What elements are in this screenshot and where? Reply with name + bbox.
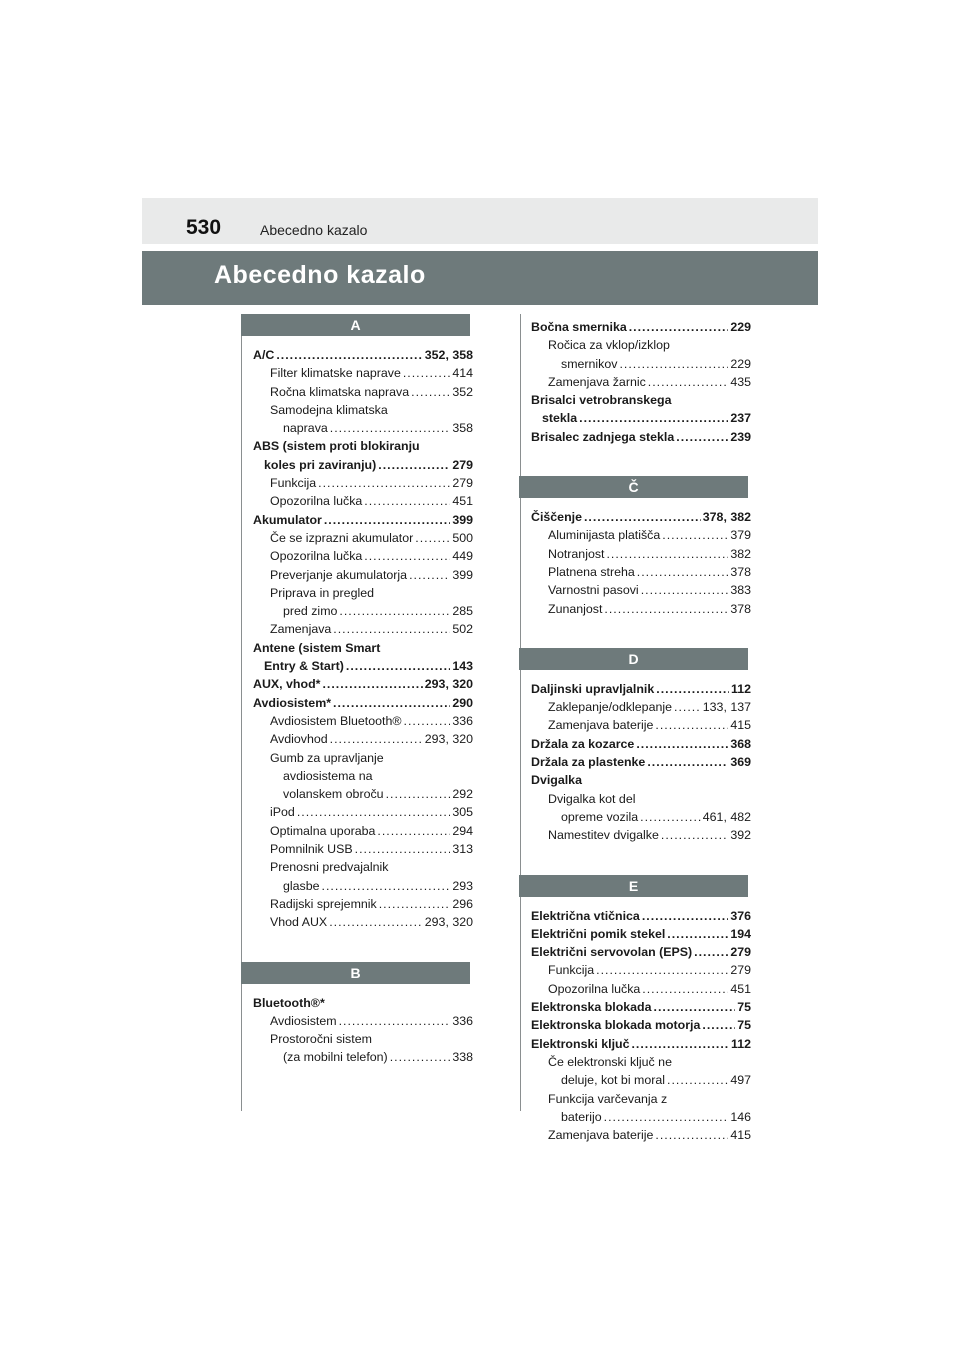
entry-page-ref: 112 bbox=[731, 1036, 751, 1051]
entry-label: Optimalna uporaba bbox=[270, 823, 376, 838]
entry-label: Če se izprazni akumulator bbox=[270, 530, 414, 545]
dot-leader bbox=[655, 1126, 728, 1144]
index-heading-line: Antene (sistem Smart bbox=[253, 640, 381, 655]
entry-page-ref: 313 bbox=[452, 842, 473, 857]
entry-label: Avdiovhod bbox=[270, 732, 328, 747]
index-entry bbox=[531, 998, 751, 1016]
section-letter-heading: Č bbox=[519, 476, 748, 498]
index-subentry bbox=[531, 826, 751, 844]
entry-page-ref: 399 bbox=[452, 512, 473, 527]
entry-page-ref: 378 bbox=[730, 601, 751, 616]
entry-page-ref: 500 bbox=[452, 530, 473, 545]
dot-leader bbox=[642, 980, 728, 998]
dot-leader bbox=[631, 1035, 729, 1053]
section-letter-heading: A bbox=[241, 314, 470, 336]
index-subentry bbox=[531, 581, 751, 599]
entry-page-ref: 229 bbox=[730, 356, 751, 371]
entry-page-ref: 336 bbox=[452, 1013, 473, 1028]
index-subheading-line: avdiosistema na bbox=[283, 768, 373, 783]
index-subheading-line: Samodejna klimatska bbox=[270, 402, 388, 417]
entry-label: glasbe bbox=[283, 878, 320, 893]
index-section-d bbox=[531, 648, 751, 845]
dot-leader bbox=[378, 456, 450, 474]
entry-page-ref: 290 bbox=[452, 695, 473, 710]
index-section-b bbox=[253, 962, 473, 1067]
section-letter-heading: B bbox=[241, 962, 470, 984]
entry-page-ref: 239 bbox=[730, 429, 751, 444]
entry-page-ref: 497 bbox=[730, 1073, 751, 1088]
index-subheading-line: Funkcija varčevanja z bbox=[548, 1091, 668, 1106]
dot-leader bbox=[297, 803, 451, 821]
entry-page-ref: 415 bbox=[730, 1128, 751, 1143]
dot-leader bbox=[322, 877, 451, 895]
dot-leader bbox=[411, 383, 450, 401]
dot-leader bbox=[662, 526, 728, 544]
index-section-continued bbox=[531, 318, 751, 446]
entry-label: koles pri zaviranju) bbox=[264, 457, 377, 472]
dot-leader bbox=[636, 735, 728, 753]
entry-label: Avdiosistem* bbox=[253, 695, 332, 710]
entry-label: Funkcija bbox=[270, 476, 317, 491]
entry-page-ref: 294 bbox=[452, 823, 473, 838]
entry-label: Držala za plastenke bbox=[531, 755, 646, 770]
index-section-c bbox=[531, 476, 751, 618]
dot-leader bbox=[322, 675, 422, 693]
dot-leader bbox=[330, 419, 451, 437]
index-entry bbox=[253, 694, 473, 712]
entry-page-ref: 293, 320 bbox=[424, 732, 473, 747]
index-subentry bbox=[531, 355, 751, 373]
index-subentry bbox=[253, 547, 473, 565]
dot-leader bbox=[415, 529, 450, 547]
dot-leader bbox=[379, 895, 451, 913]
entry-page-ref: 293, 320 bbox=[424, 677, 473, 692]
dot-leader bbox=[604, 600, 728, 618]
dot-leader bbox=[640, 808, 701, 826]
entry-label: Platnena streha bbox=[548, 564, 635, 579]
entry-page-ref: 237 bbox=[730, 411, 751, 426]
entry-label: Zamenjava žarnic bbox=[548, 374, 646, 389]
entry-page-ref: 502 bbox=[452, 622, 473, 637]
dot-leader bbox=[629, 318, 729, 336]
entry-label: deluje, kot bi moral bbox=[561, 1073, 665, 1088]
dot-leader bbox=[642, 907, 728, 925]
entry-label: Zamenjava baterije bbox=[548, 1128, 654, 1143]
entry-page-ref: 378 bbox=[730, 564, 751, 579]
dot-leader bbox=[648, 373, 729, 391]
entry-page-ref: 292 bbox=[452, 787, 473, 802]
index-entry bbox=[253, 456, 473, 474]
page-header bbox=[142, 198, 818, 244]
entry-label: naprava bbox=[283, 421, 328, 436]
dot-leader bbox=[386, 785, 451, 803]
index-subentry bbox=[253, 1048, 473, 1066]
index-subentry bbox=[531, 545, 751, 563]
dot-leader bbox=[403, 364, 450, 382]
entry-page-ref: 352, 358 bbox=[424, 348, 473, 362]
entry-page-ref: 305 bbox=[452, 805, 473, 820]
entry-label: Entry & Start) bbox=[264, 659, 344, 674]
index-subentry bbox=[253, 566, 473, 584]
dot-leader bbox=[318, 474, 450, 492]
index-subentry bbox=[253, 492, 473, 510]
index-subentry bbox=[253, 529, 473, 547]
index-subentry bbox=[253, 913, 473, 931]
dot-leader bbox=[656, 680, 729, 698]
entry-page-ref: 461, 482 bbox=[702, 809, 751, 824]
index-heading-line: Dvigalka bbox=[531, 773, 582, 788]
entry-page-ref: 279 bbox=[452, 476, 473, 491]
dot-leader bbox=[324, 511, 450, 529]
entry-label: Preverjanje akumulatorja bbox=[270, 567, 408, 582]
dot-leader bbox=[339, 602, 450, 620]
index-entry bbox=[253, 657, 473, 675]
index-subentry bbox=[253, 730, 473, 748]
index-subentry bbox=[531, 600, 751, 618]
dot-leader bbox=[276, 346, 422, 364]
entry-label: Elektronska blokada motorja bbox=[531, 1018, 701, 1033]
dot-leader bbox=[409, 566, 450, 584]
page-title: Abecedno kazalo bbox=[214, 261, 426, 289]
entry-page-ref: 143 bbox=[452, 659, 473, 674]
index-subheading-line: Dvigalka kot del bbox=[548, 791, 636, 806]
dot-leader bbox=[355, 840, 451, 858]
index-subentry bbox=[253, 474, 473, 492]
index-heading-line: Bluetooth®* bbox=[253, 995, 325, 1010]
entry-page-ref: 379 bbox=[730, 528, 751, 543]
index-subentry bbox=[253, 803, 473, 821]
entry-label: Namestitev dvigalke bbox=[548, 828, 659, 843]
entry-label: Ročna klimatska naprava bbox=[270, 384, 410, 399]
entry-label: opreme vozila bbox=[561, 809, 639, 824]
index-entry bbox=[531, 318, 751, 336]
index-entry bbox=[531, 1035, 751, 1053]
index-subheading-line: Ročica za vklop/izklop bbox=[548, 338, 670, 353]
index-entry bbox=[253, 511, 473, 529]
entry-label: Zaklepanje/odklepanje bbox=[548, 700, 672, 715]
dot-leader bbox=[333, 694, 450, 712]
index-subheading-line: Priprava in pregled bbox=[270, 585, 375, 600]
entry-label: Električna vtičnica bbox=[531, 908, 640, 923]
entry-label: Držala za kozarce bbox=[531, 736, 635, 751]
index-subentry bbox=[253, 383, 473, 401]
entry-label: Elektronska blokada bbox=[531, 1000, 652, 1015]
entry-label: stekla bbox=[542, 411, 578, 426]
entry-page-ref: 358 bbox=[452, 421, 473, 436]
dot-leader bbox=[654, 998, 736, 1016]
entry-label: Vhod AUX bbox=[270, 915, 328, 930]
entry-label: Opozorilna lučka bbox=[548, 981, 641, 996]
dot-leader bbox=[364, 547, 450, 565]
index-entry bbox=[531, 680, 751, 698]
entry-page-ref: 279 bbox=[452, 457, 473, 472]
entry-page-ref: 336 bbox=[452, 713, 473, 728]
index-entry bbox=[531, 907, 751, 925]
entry-page-ref: 435 bbox=[730, 374, 751, 389]
dot-leader bbox=[604, 1108, 729, 1126]
entry-page-ref: 133, 137 bbox=[702, 700, 751, 715]
index-subentry bbox=[531, 698, 751, 716]
entry-label: pred zimo bbox=[283, 604, 338, 619]
entry-label: Akumulator bbox=[253, 512, 322, 527]
dot-leader bbox=[655, 716, 728, 734]
index-subheading-line: Prenosni predvajalnik bbox=[270, 860, 389, 875]
index-subentry bbox=[531, 1108, 751, 1126]
entry-page-ref: 369 bbox=[730, 755, 751, 770]
entry-page-ref: 75 bbox=[737, 1018, 751, 1033]
index-entry bbox=[253, 346, 473, 364]
dot-leader bbox=[647, 753, 728, 771]
entry-page-ref: 383 bbox=[730, 583, 751, 598]
entry-page-ref: 229 bbox=[730, 320, 751, 334]
index-entry bbox=[531, 409, 751, 427]
entry-page-ref: 146 bbox=[730, 1109, 751, 1124]
index-subentry bbox=[253, 364, 473, 382]
index-section-e bbox=[531, 875, 751, 1145]
index-subentry bbox=[253, 419, 473, 437]
index-subentry bbox=[253, 712, 473, 730]
entry-label: Bočna smernika bbox=[531, 320, 627, 334]
entry-page-ref: 293 bbox=[452, 878, 473, 893]
dot-leader bbox=[674, 698, 701, 716]
entry-label: Daljinski upravljalnik bbox=[531, 681, 655, 696]
section-letter-heading: D bbox=[519, 648, 748, 670]
index-entry bbox=[531, 925, 751, 943]
entry-page-ref: 449 bbox=[452, 549, 473, 564]
index-subheading-line: Gumb za upravljanje bbox=[270, 750, 384, 765]
index-subentry bbox=[531, 980, 751, 998]
index-subentry bbox=[253, 1012, 473, 1030]
entry-label: Čiščenje bbox=[531, 510, 582, 525]
dot-leader bbox=[364, 492, 450, 510]
entry-page-ref: 194 bbox=[730, 926, 751, 941]
entry-page-ref: 378, 382 bbox=[702, 510, 751, 525]
dot-leader bbox=[346, 657, 450, 675]
entry-label: Električni pomik stekel bbox=[531, 926, 666, 941]
index-subentry bbox=[253, 602, 473, 620]
dot-leader bbox=[377, 822, 450, 840]
index-subentry bbox=[253, 877, 473, 895]
dot-leader bbox=[667, 925, 728, 943]
entry-label: Aluminijasta platišča bbox=[548, 528, 661, 543]
index-column-left bbox=[253, 314, 473, 1097]
index-subheading-line: Prostoročni sistem bbox=[270, 1032, 372, 1047]
dot-leader bbox=[702, 1016, 735, 1034]
running-title: Abecedno kazalo bbox=[260, 222, 368, 238]
entry-label: Filter klimatske naprave bbox=[270, 366, 401, 381]
entry-page-ref: 338 bbox=[452, 1050, 473, 1065]
index-subentry bbox=[531, 1071, 751, 1089]
dot-leader bbox=[329, 913, 423, 931]
entry-page-ref: 392 bbox=[730, 828, 751, 843]
index-entry bbox=[531, 943, 751, 961]
entry-page-ref: 368 bbox=[730, 736, 751, 751]
dot-leader bbox=[619, 355, 728, 373]
dot-leader bbox=[661, 826, 728, 844]
entry-label: Opozorilna lučka bbox=[270, 494, 363, 509]
entry-label: Brisalec zadnjega stekla bbox=[531, 429, 675, 444]
entry-label: Opozorilna lučka bbox=[270, 549, 363, 564]
entry-label: AUX, vhod* bbox=[253, 677, 321, 692]
index-subentry bbox=[531, 526, 751, 544]
dot-leader bbox=[676, 428, 728, 446]
column-rule-right bbox=[520, 314, 521, 1111]
entry-page-ref: 451 bbox=[452, 494, 473, 509]
entry-page-ref: 112 bbox=[731, 681, 751, 696]
entry-page-ref: 293, 320 bbox=[424, 915, 473, 930]
dot-leader bbox=[596, 961, 728, 979]
index-subentry bbox=[531, 563, 751, 581]
index-entry bbox=[531, 508, 751, 526]
index-column-right bbox=[531, 318, 751, 1174]
entry-label: Električni servovolan (EPS) bbox=[531, 945, 693, 960]
entry-page-ref: 296 bbox=[452, 896, 473, 911]
index-entry bbox=[531, 753, 751, 771]
entry-page-ref: 285 bbox=[452, 604, 473, 619]
entry-label: baterijo bbox=[561, 1109, 602, 1124]
entry-page-ref: 382 bbox=[730, 546, 751, 561]
index-subentry bbox=[531, 1126, 751, 1144]
entry-label: A/C bbox=[253, 348, 275, 362]
index-subentry bbox=[531, 808, 751, 826]
entry-page-ref: 376 bbox=[730, 908, 751, 923]
dot-leader bbox=[390, 1048, 451, 1066]
entry-page-ref: 352 bbox=[452, 384, 473, 399]
index-subentry bbox=[253, 840, 473, 858]
index-section-a bbox=[253, 314, 473, 932]
index-subentry bbox=[531, 716, 751, 734]
entry-label: Zamenjava baterije bbox=[548, 718, 654, 733]
index-subentry bbox=[253, 822, 473, 840]
index-heading-line: ABS (sistem proti blokiranju bbox=[253, 439, 420, 454]
dot-leader bbox=[579, 409, 728, 427]
entry-label: Notranjost bbox=[548, 546, 605, 561]
index-entry bbox=[531, 735, 751, 753]
entry-page-ref: 279 bbox=[730, 963, 751, 978]
index-entry bbox=[531, 428, 751, 446]
entry-page-ref: 399 bbox=[452, 567, 473, 582]
dot-leader bbox=[330, 730, 423, 748]
entry-page-ref: 415 bbox=[730, 718, 751, 733]
dot-leader bbox=[667, 1071, 728, 1089]
entry-label: Funkcija bbox=[548, 963, 595, 978]
entry-label: Avdiosistem bbox=[270, 1013, 337, 1028]
entry-label: Zamenjava bbox=[270, 622, 332, 637]
entry-page-ref: 414 bbox=[452, 366, 473, 381]
dot-leader bbox=[333, 620, 450, 638]
dot-leader bbox=[339, 1012, 451, 1030]
entry-label: iPod bbox=[270, 805, 295, 820]
entry-label: Avdiosistem Bluetooth® bbox=[270, 713, 402, 728]
entry-label: smernikov bbox=[561, 356, 618, 371]
index-subentry bbox=[531, 373, 751, 391]
dot-leader bbox=[606, 545, 728, 563]
index-subentry bbox=[253, 620, 473, 638]
entry-label: Varnostni pasovi bbox=[548, 583, 639, 598]
dot-leader bbox=[694, 943, 728, 961]
index-heading-line: Brisalci vetrobranskega bbox=[531, 393, 672, 408]
dot-leader bbox=[641, 581, 729, 599]
section-letter-heading: E bbox=[519, 875, 748, 897]
index-subentry bbox=[531, 961, 751, 979]
entry-label: Pomnilnik USB bbox=[270, 842, 353, 857]
page-number: 530 bbox=[186, 216, 222, 239]
column-rule-left bbox=[241, 314, 242, 1111]
dot-leader bbox=[404, 712, 451, 730]
entry-page-ref: 279 bbox=[730, 945, 751, 960]
entry-label: (za mobilni telefon) bbox=[283, 1050, 388, 1065]
entry-label: volanskem obroču bbox=[283, 787, 384, 802]
entry-label: Elektronski ključ bbox=[531, 1036, 630, 1051]
index-subheading-line: Če elektronski ključ ne bbox=[548, 1054, 672, 1069]
index-entry bbox=[531, 1016, 751, 1034]
dot-leader bbox=[584, 508, 701, 526]
title-bar bbox=[142, 251, 818, 305]
entry-label: Radijski sprejemnik bbox=[270, 896, 377, 911]
entry-page-ref: 75 bbox=[737, 1000, 751, 1015]
index-subentry bbox=[253, 785, 473, 803]
index-subentry bbox=[253, 895, 473, 913]
index-entry bbox=[253, 675, 473, 693]
entry-label: Zunanjost bbox=[548, 601, 603, 616]
dot-leader bbox=[637, 563, 729, 581]
entry-page-ref: 451 bbox=[730, 981, 751, 996]
